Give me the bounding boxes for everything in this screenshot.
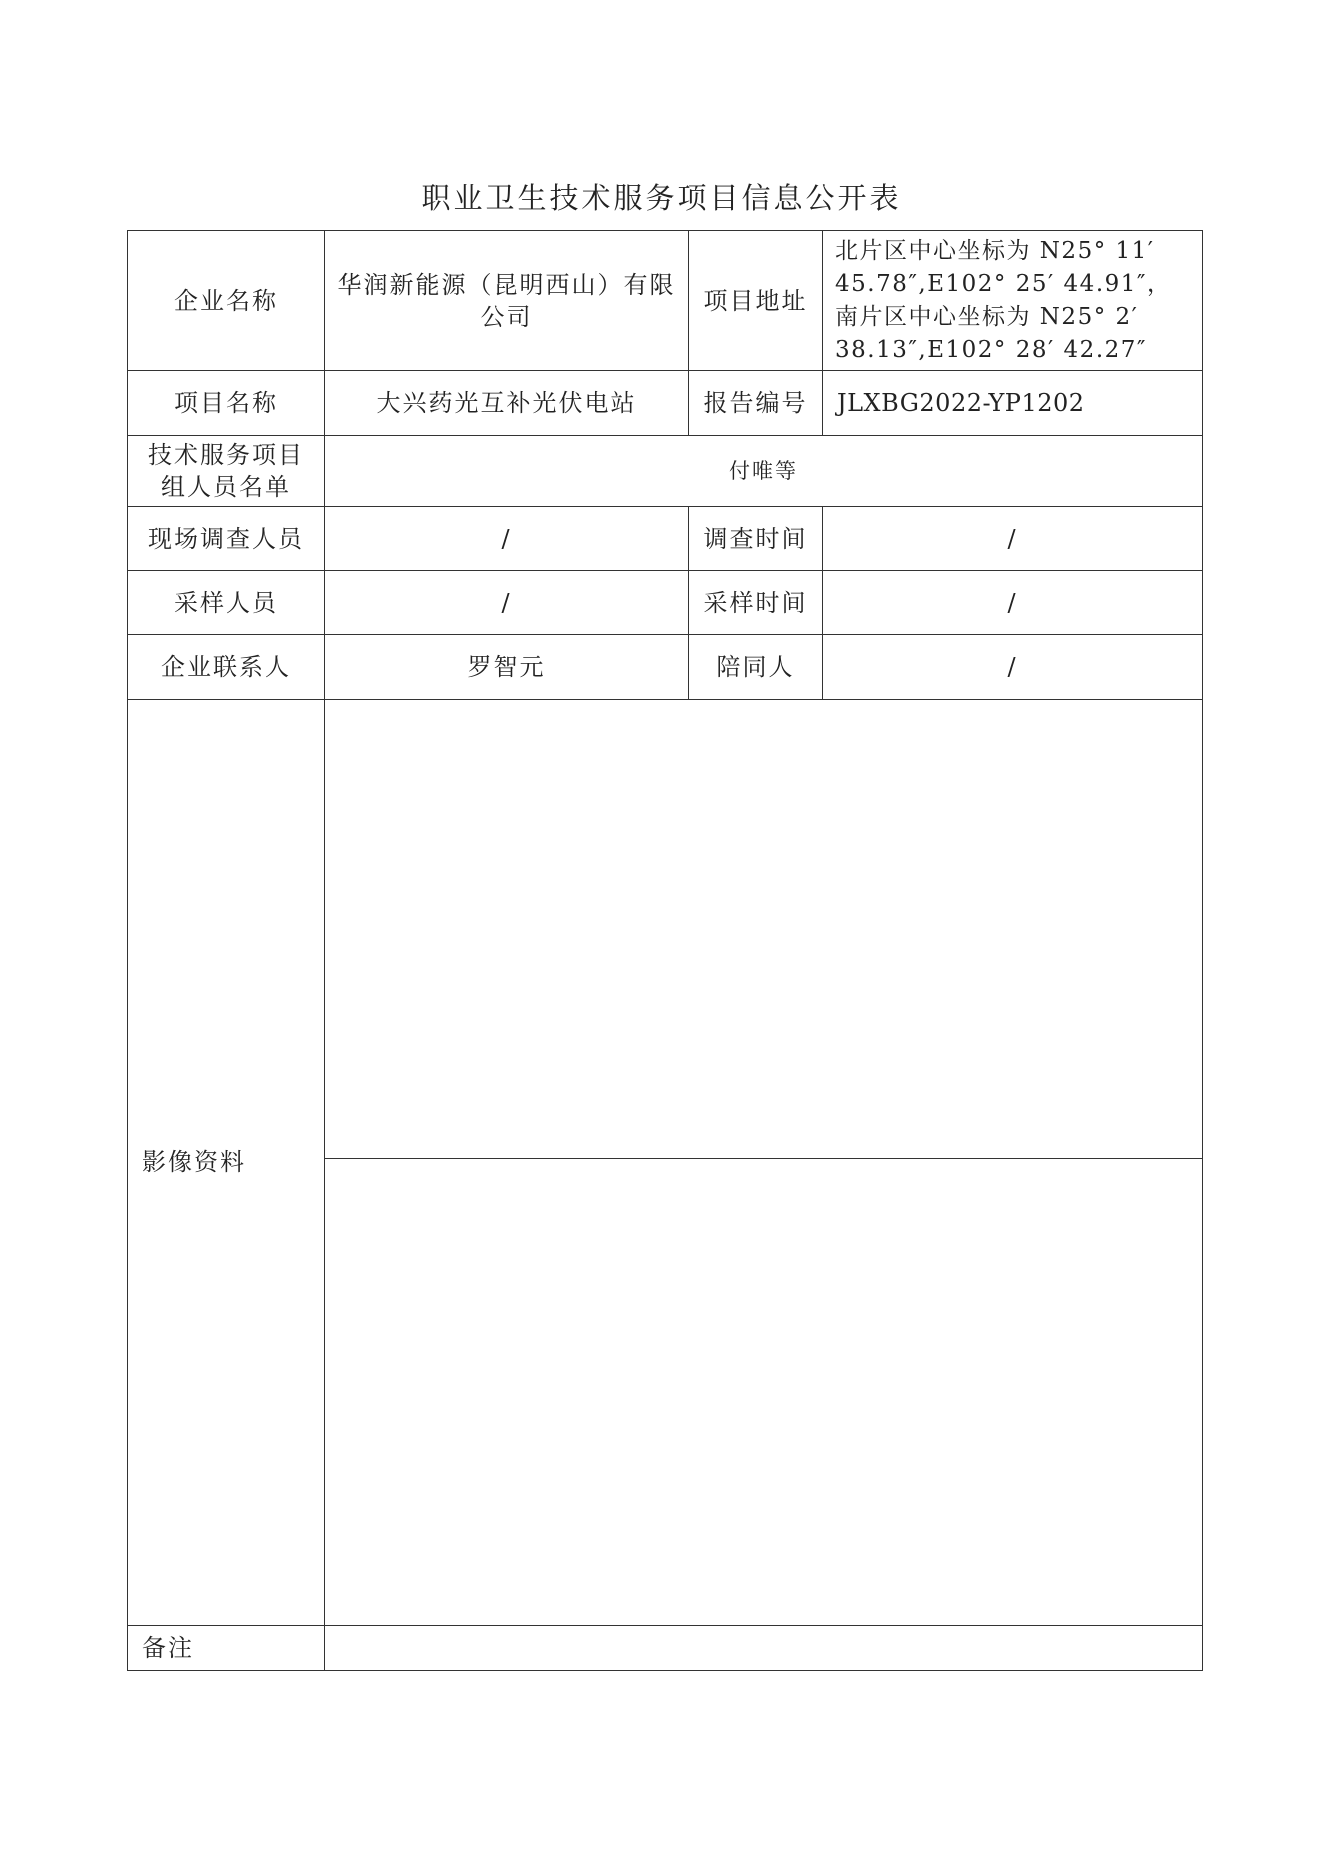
remarks-label: 备注	[128, 1625, 325, 1670]
remarks-value	[325, 1625, 1203, 1670]
table-row	[128, 506, 1203, 570]
project-name-label: 项目名称	[128, 371, 325, 435]
table-row	[128, 435, 1203, 506]
page-title: 职业卫生技术服务项目信息公开表	[421, 181, 902, 215]
survey-time-label: 调查时间	[689, 506, 823, 570]
company-contact-label: 企业联系人	[128, 635, 325, 699]
table-row	[128, 371, 1203, 435]
address-line: 38.13″,E102° 28′ 42.27″	[835, 336, 1147, 363]
survey-staff-label: 现场调查人员	[128, 506, 325, 570]
address-line: 45.78″,E102° 25′ 44.91″，	[835, 270, 1172, 297]
sampling-staff-value: /	[325, 571, 689, 635]
company-name-label: 企业名称	[128, 231, 325, 371]
address-line: 北片区中心坐标为 N25° 11′	[835, 237, 1155, 264]
report-number-value: JLXBG2022-YP1202	[823, 371, 1203, 435]
companion-value: /	[823, 635, 1203, 699]
project-address-value	[823, 231, 1203, 371]
table-row	[128, 231, 1203, 371]
survey-staff-value: /	[325, 506, 689, 570]
address-line: 南片区中心坐标为 N25° 2′	[835, 303, 1139, 330]
info-table	[127, 230, 1203, 1671]
companion-label: 陪同人	[689, 635, 823, 699]
image-slot-2	[325, 1159, 1203, 1626]
survey-time-value: /	[823, 506, 1203, 570]
image-slot-1	[325, 699, 1203, 1159]
sampling-time-value: /	[823, 571, 1203, 635]
team-members-value: 付唯等	[325, 435, 1203, 506]
table-row	[128, 699, 1203, 1159]
team-members-label: 技术服务项目组人员名单	[128, 435, 325, 506]
company-name-value: 华润新能源（昆明西山）有限公司	[325, 231, 689, 371]
images-label: 影像资料	[128, 699, 325, 1625]
table-row	[128, 635, 1203, 699]
table-row	[128, 571, 1203, 635]
project-address-label: 项目地址	[689, 231, 823, 371]
company-contact-value: 罗智元	[325, 635, 689, 699]
sampling-staff-label: 采样人员	[128, 571, 325, 635]
sampling-time-label: 采样时间	[689, 571, 823, 635]
table-row	[128, 1625, 1203, 1670]
project-name-value: 大兴药光互补光伏电站	[325, 371, 689, 435]
report-number-label: 报告编号	[689, 371, 823, 435]
